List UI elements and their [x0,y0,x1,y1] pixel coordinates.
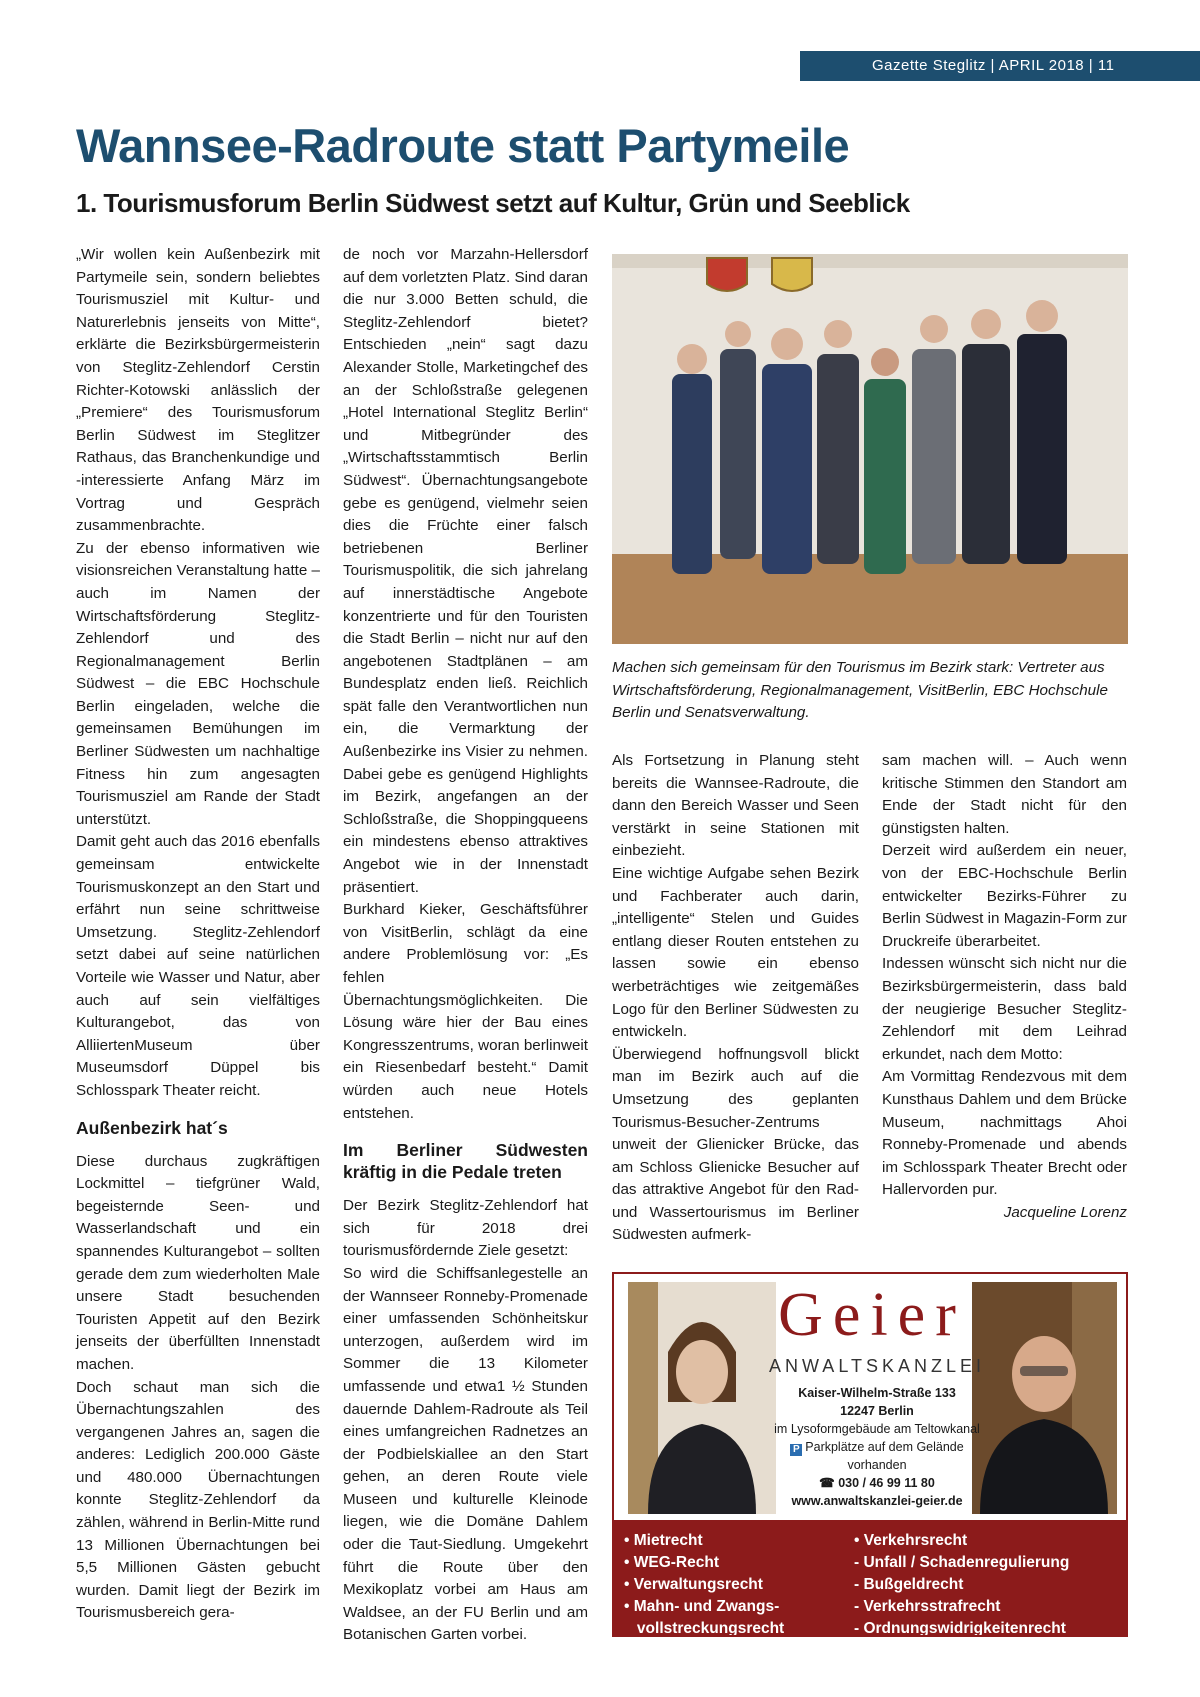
paragraph: Diese durchaus zugkräftigen Lockmittel – tiefgrüner Wald, begeisternde Seen- und Wasserlandschaft und ein spannendes Kulturangebot – sollten gerade dem zum wiederholten Male unsere Stadt besuchenden Touristen Appetit auf den Bezirk jenseits der überfüllten Innenstadt machen. [76,1152,320,1373]
list-item: - Unfall / Schadenregulierung [854,1554,1070,1571]
paragraph: Als Fortsetzung in Planung steht bereits die Wannsee-Radroute, die dann den Bereich Wasser und Seen verstärkt in seine Stationen mit einbezieht. [612,752,859,860]
paragraph: Überwiegend hoffnungsvoll blickt man im Bezirk auch auf die Umsetzung des geplanten Tourismus-Besucher-Zentrums unweit der Glienicker Brücke, das am Schloss Glienicke Besucher auf das attraktive Angebot für den Rad- und Wassertourismus im Berliner Südwesten aufmerk- [612,1045,859,1244]
page-header: Gazette Steglitz | APRIL 2018 | 11 [800,51,1200,81]
firm-phone: ☎ 030 / 46 99 11 80 [819,1476,935,1490]
advertisement [612,1272,1128,1637]
paragraph: Derzeit wird außerdem ein neuer, von der EBC-Hochschule Berlin entwickelter Bezirks-Führer zu Berlin Südwest in Magazin-Form zur Druckreife überarbeitet. [882,842,1127,950]
paragraph: Eine wichtige Aufgabe sehen Bezirk und Fachberater auch darin, „intelligente“ Stelen und Guides entlang dieser Routen entstehen zu lassen sowie ein ebenso werbeträchtiges wie zeitgemäßes Logo für den Berliner Südwesten zu entwickeln. [612,864,859,1041]
list-item: • WEG-Recht [624,1554,719,1571]
firm-name: Geier [778,1281,966,1349]
paragraph: Am Vormittag Rendezvous mit dem Kunsthaus Dahlem und dem Brücke Museum, nachmittags Ahoi Ronneby-Promenade und abends im Schlosspark Theater Brecht oder Hallervorden pur. [882,1068,1127,1199]
practice-list-left [624,1530,854,1637]
firm-subtitle: ANWALTSKANZLEI [768,1356,986,1376]
article-title: Wannsee-Radroute statt Partymeile [76,119,850,172]
paragraph: Burkhard Kieker, Geschäftsführer von VisitBerlin, schlägt da eine andere Problemlösung vor: „Es fehlen Übernachtungsmöglichkeiten. Die Lösung wäre hier der Bau eines Kongresszentrums, woran berlinweit ein Riesenbedarf besteht.“ Damit würden auch neue Hotels entstehen. [343,901,588,1122]
paragraph: So wird die Schiffsanlegestelle an der Wannseer Ronneby-Promenade einer umfassenden Schönheitskur unterzogen, außerdem wird im Sommer die 13 Kilometer umfassende und etwa1 ½ Stunden dauernde Dahlem-Radroute als Teil eines umfangreichen Radnetzes an der Podbielskiallee an den Start gehen, an deren Route viele Museen und kulturelle Kleinode liegen, wie die Domäne Dahlem oder die Taut-Siedlung. Umgekehrt führt die Route über den Mexikoplatz vorbei am Haus am Waldsee, an der FU Berlin und am Botanischen Garten vorbei. [343,1264,588,1644]
firm-website: www.anwaltskanzlei-geier.de [791,1494,963,1508]
list-item: - Ordnungswidrigkeitenrecht [854,1620,1066,1637]
paragraph: Der Bezirk Steglitz-Zehlendorf hat sich für 2018 drei tourismusfördernde Ziele gesetzt: [343,1197,588,1260]
column-2 [343,244,588,1647]
section-heading: Im Berliner Südwesten kräftig in die Pedale treten [343,1140,588,1183]
firm-city: 12247 Berlin [840,1404,914,1418]
paragraph: Doch schaut man sich die Übernachtungszahlen des vergangenen Jahres an, sagen die anderes: Lediglich 200.000 Gäste und 480.000 Übernachtungen konnte Steglitz-Zehlendorf da zählen, während in Berlin-Mitte rund 13 Millionen Übernachtungen bei 5,5 Millionen Gästen gebucht wurden. Damit liegt der Bezirk im Tourismusbereich gera- [76,1378,320,1622]
column-4 [882,750,1127,1224]
parking-text: Parkplätze auf dem Gelände vorhanden [805,1440,964,1472]
list-item: • Mietrecht [624,1532,703,1549]
practice-areas [614,1520,1126,1635]
paragraph: Damit geht auch das 2016 ebenfalls gemeinsam entwickelte Tourismuskonzept an den Start und erfährt nun seine schrittweise Umsetzung. Steglitz-Zehlendorf setzt dabei auf seine natürlichen Vorteile wie Wasser und Natur, aber auch auf sein vielfältiges Kulturangebot, das von AlliiertenMuseum über Museumsdorf Düppel bis Schlosspark Theater reicht. [76,833,320,1099]
lawyer-portrait-right [972,1282,1117,1514]
paragraph: Zu der ebenso informativen wie visionsreichen Veranstaltung hatte – auch im Namen der Wirtschaftsförderung Steglitz-Zehlendorf und des Regionalmanagement Berlin Südwest – die EBC Hochschule Berlin eingeladen, welche die gemeinsamen Bemühungen im Berliner Südwesten um nachhaltige Fitness hin zum angesagten Tourismusziel am Rande der Stadt unterstützt. [76,539,321,828]
photo-caption: Machen sich gemeinsam für den Tourismus im Bezirk stark: Vertreter aus Wirtschaftsförderung, Regionalmanagement, VisitBerlin, EBC Hochschule Berlin und Senatsverwaltung. [612,659,1108,721]
list-item: - Bußgeldrecht [854,1576,964,1593]
group-photo-illustration [612,254,1128,644]
list-item: • Verwaltungsrecht [624,1576,763,1593]
paragraph: de noch vor Marzahn-Hellersdorf auf dem vorletzten Platz. Sind daran die nur 3.000 Betten schuld, die Steglitz-Zehlendorf bietet? Entschieden „nein“ sagt dazu Alexander Stolle, Marketingchef des an der Schloßstraße gelegenen „Hotel International Steglitz Berlin“ und Mitbegründer des „Wirtschaftsstammtisch Berlin Südwest“. Übernachtungsangebote gebe es genügend, vielmehr seien dies die Früchte einer falsch betriebenen Berliner Tourismuspolitik, die sich jahrelang auf innerstädtische Angebote konzentrierte und für den Touristen die Stadt Berlin – nicht nur auf den angebotenen Stadtplänen – am Bundesplatz enden ließ. Reichlich spät falle den Verantwortlichen nun ein, die Vermarktung der Außenbezirke ins Visier zu nehmen. Dabei gebe es genügend Highlights im Bezirk, angefangen an der Schloßstraße, die Shoppingqueens ein mindestens ebenso attraktives Angebot wie in der Innenstadt präsentiert. [343,246,588,896]
paragraph: Indessen wünscht sich nicht nur die Bezirksbürgermeisterin, dass bald der neugierige Besucher Steglitz-Zehlendorf mit dem Leihrad erkundet, nach dem Motto: [882,955,1127,1063]
article-subtitle: 1. Tourismusforum Berlin Südwest setzt auf Kultur, Grün und Seeblick [76,188,910,218]
list-item: vollstreckungsrecht [624,1620,785,1637]
firm-contact [764,1384,990,1510]
column-1 [76,244,320,1625]
column-3 [612,750,859,1247]
parking-note [764,1438,990,1474]
paragraph: „Wir wollen kein Außenbezirk mit Partymeile sein, sondern beliebtes Tourismusziel mit Kultur- und Naturerlebnis jenseits von Mitte“, erklärte die Bezirksbürgermeisterin von Steglitz-Zehlendorf Cerstin Richter-Kotowski anlässlich der „Premiere“ des Tourismusforum Berlin Südwest im Steglitzer Rathaus, das Branchenkundige und -interessierte Anfang März im Vortrag und Gespräch zusammenbrachte. [76,246,320,535]
list-item: • Mahn- und Zwangs- [624,1598,780,1615]
parking-icon: P [790,1444,802,1456]
paragraph: sam machen will. – Auch wenn kritische Stimmen den Standort am Ende der Stadt nicht für den günstigsten halten. [882,752,1127,837]
section-heading: Außenbezirk hat´s [76,1117,228,1138]
firm-street: Kaiser-Wilhelm-Straße 133 [798,1386,956,1400]
list-item: • Verkehrsrecht [854,1532,968,1549]
author-byline: Jacqueline Lorenz [1003,1203,1127,1221]
group-photo [612,254,1128,644]
firm-building: im Lysoformgebäude am Teltowkanal [774,1422,980,1436]
list-item: - Verkehrsstrafrecht [854,1598,1001,1615]
practice-list-right [854,1530,1124,1637]
